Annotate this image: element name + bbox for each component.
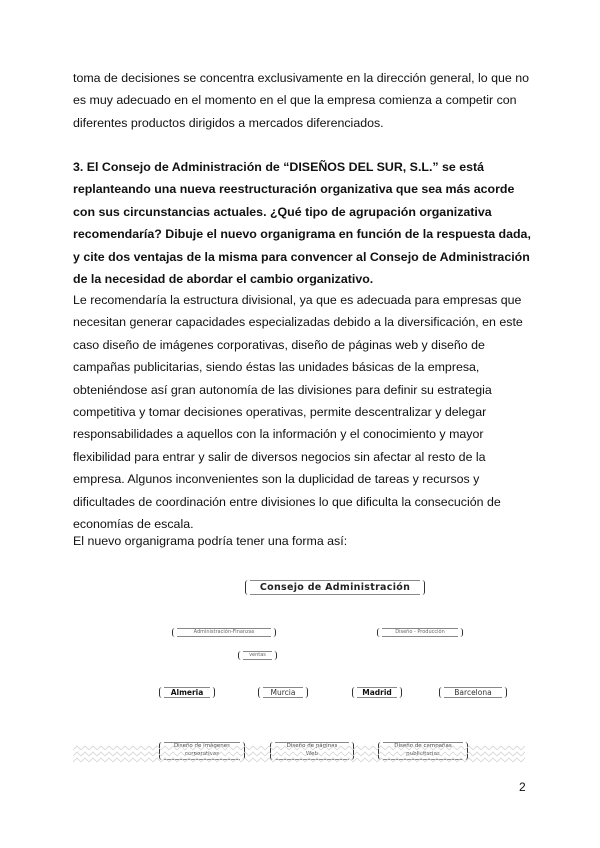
org-chart-intro	[73, 530, 523, 552]
decorative-pattern	[73, 744, 525, 766]
answer-line: dificultades de coordinación entre divisiones lo que dificulta la consecución de	[73, 494, 501, 509]
question-3	[73, 156, 531, 290]
org-box-design: Diseño - Producción	[377, 628, 463, 637]
text-line: es muy adecuado en el momento en el que la empresa comienza a competir con	[73, 93, 517, 108]
org-chart	[0, 570, 600, 770]
org-box-city: Madrid	[352, 687, 402, 698]
org-box-city: Almeria	[159, 687, 215, 698]
answer-line: responsabilidades a aquellos con la información y el conocimiento y mayor	[73, 427, 484, 442]
org-box-city: Murcia	[258, 687, 308, 698]
paragraph-top	[73, 67, 529, 134]
org-box-sales: ventas	[238, 651, 277, 660]
question-line: replanteando una nueva reestructuración organizativa que sea más acorde	[73, 182, 515, 197]
page-number: 2	[519, 780, 526, 794]
answer-line: empresa. Algunos inconvenientes son la duplicidad de tareas y recursos y	[73, 472, 480, 487]
answer-paragraph	[73, 289, 523, 535]
answer-line: necesitan generar capacidades especializadas debido a la diversificación, en este	[73, 315, 523, 330]
org-box-consejo: Consejo de Administración	[245, 580, 425, 595]
decorative-band	[73, 744, 525, 766]
answer-line: obteniéndose así gran autonomía de las divisiones para definir su estrategia	[73, 382, 492, 397]
answer-line: competitiva y tomar decisiones operativas, permite descentralizar y delegar	[73, 405, 487, 420]
question-line: recomendaría? Dibuje el nuevo organigrama en función de la respuesta dada,	[73, 227, 531, 242]
answer-line: caso diseño de imágenes corporativas, diseño de páginas web y diseño de	[73, 337, 485, 352]
text-line: diferentes productos dirigidos a mercados diferenciados.	[73, 115, 384, 130]
answer-line: flexibilidad para entrar y salir de diversos negocios sin afectar al resto de la	[73, 449, 486, 464]
answer-line: campañas publicitarias, siendo éstas las unidades básicas de la empresa,	[73, 360, 480, 375]
question-line: de la necesidad de abordar el cambio organizativo.	[73, 272, 374, 287]
org-box-admin: Administración-Finanzas	[172, 628, 276, 637]
question-line: y cite dos ventajas de la misma para convencer al Consejo de Administración	[73, 249, 530, 264]
answer-line: economías de escala.	[73, 517, 194, 532]
intro-line: El nuevo organigrama podría tener una forma así:	[73, 534, 348, 548]
text-line: toma de decisiones se concentra exclusivamente en la dirección general, lo que no	[73, 71, 529, 85]
question-line: con sus circunstancias actuales. ¿Qué tipo de agrupación organizativa	[73, 204, 492, 219]
org-box-city: Barcelona	[439, 687, 507, 698]
question-line: 3. El Consejo de Administración de “DISEÑOS DEL SUR, S.L.” se está	[73, 160, 485, 174]
answer-line: Le recomendaría la estructura divisional, ya que es adecuada para empresas que	[73, 293, 522, 307]
